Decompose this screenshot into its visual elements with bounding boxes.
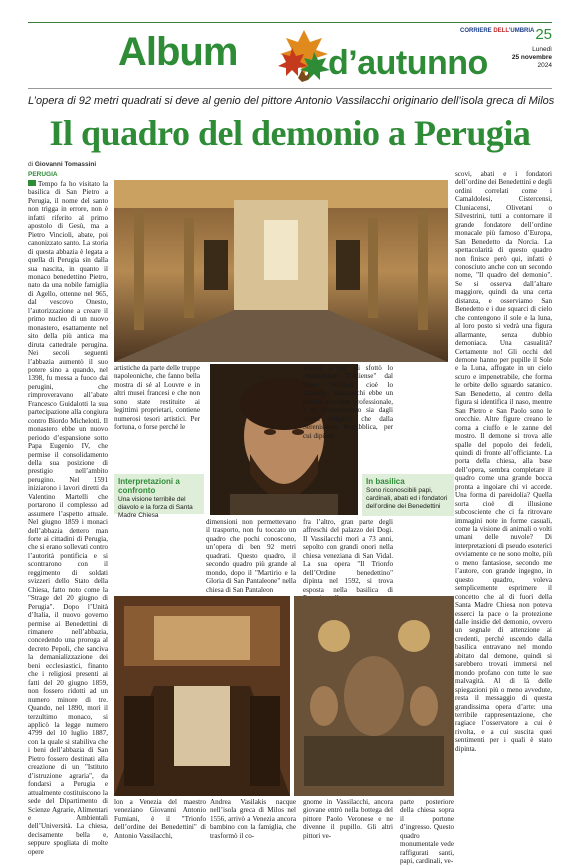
body-column-mid4: fra l’altro, gran parte degli affreschi del palazzo dei Dogi. Il Vassilacchi morì a 73 anni, sepolto con grandi onori nella chiesa veneziana di San Vidal. La sua opera "Il Trionfo dell’Ordine benedettino" dipinta nel 1592, si trova esposta nella basilica di [303, 518, 393, 594]
sidebar-box-basilica [362, 474, 454, 516]
dateline-section: PERUGIA [28, 171, 58, 178]
body-column-bottom-1: lon a Venezia del maestro veneziano Giovanni Antonio Fumiani, è il "Trionfo dell’ordine dei Benedettini" di Antonio Vassilacchi, [114, 798, 206, 840]
autumn-leaves-icon [274, 26, 334, 84]
box-subtitle: Una visione terribile del diavolo e la forza di Santa Madre Chiesa [118, 496, 193, 519]
issue-date: Lunedì 25 novembre 2024 [511, 46, 552, 69]
sidebar-box-interpretations [114, 474, 204, 519]
top-rule [28, 22, 552, 23]
section-title-album: Album [118, 30, 238, 74]
body-column-bottom-2: Andrea Vasilakis nacque nell’isola greca di Milos nel 1556, arrivò a Venezia ancora bambino con la famiglia, che trasformò il co- [210, 798, 296, 840]
paragraph-marker [28, 180, 36, 186]
header-rule [28, 88, 552, 89]
body-column-1: Tempo fa ho visitato la basilica di San Pietro a Perugia, il nome del santo non trigga in errore, non è infatti riferito al primo apostolo di Gesù, ma a Pietro Vincioli, abate, poi canonizzato santo. La storia di questa abbazia è legata a quella di Perugia sin dalla sua nascita, in quanto il monaco benedettino Pietro, nato da una nobile famiglia di Agello, ottenne nel 965, dal vescovo Onesto, l’autorizzazione a creare il primo nucleo di un nuovo monastero, esattamente nel sito della più antica ma diruta cattedrale perugina. Nei secoli seguenti l’abbazia aumentò il suo potere sino a quando, nel 1398, fu messa a fuoco dai perugini, che rimproveravano all’abate Francesco Guidalotti la sua partecipazione alla congiura contro Biordo Michelotti. Il monastero ebbe un nuovo periodo d’espansione sotto Papa Eugenio IV, che permise il consolidamento della sua posizione di prestigio nell’ambito perugino. Nel 1591 iniziarono i lavori diretti da Valentino Martelli che portarono il complesso ad assumere l’aspetto attuale. Nel giugno 1859 i monaci dell’abbazia dettero man forte ai cittadini di Perugia, che si erano sollevati contro l’autorità pontificia e si scontrarono con il reggimento di soldati svizzeri dello Stato della Chiesa, fatto noto come la "Strage del 20 giugno di Perugia". Dopo l’Unità d’Italia, il nuovo governo permise ai Benedettini di rimanere nell’abbazia, concedendo una proroga al decreto Pepoli, che sanciva la demanializzazione dei beni ecclesiastici, finanto che i religiosi presenti ai fatti del 20 giugno 1859, non fossero ridotti ad un numero minore di tre. Quando, nel 1890, morì il terzultimo monaco, si applicò la legge numero 4799 del 10 luglio 1887, con la quale si stabiliva che i beni dell’abbazia di San Pietro fossero destinati alla creazione di un "Istituto d’istruzione agraria", da fondarsi a Perugia e attualmente costituiscono la sede del Dipartimento di Scienze Agrarie, Alimentari e Ambientali dell’Università. La chiesa, decisamente bella e, seppure spogliata di molte opere [28, 180, 108, 856]
sacristy-photo [114, 596, 290, 796]
byline: di Giovanni Tomassini [28, 161, 97, 168]
body-column-3: dimensioni non permettevano il trasporto, non fu toccato un quadro che pochi conoscono, un’opera di ben 92 metri quadrati. Questo quadro, il secondo quadro più grande al mondo, dopo il "Martirio e la Gloria di San Pantaleone" nella chiesa di San Pantaleon [206, 518, 296, 594]
triumph-painting-photo [294, 596, 454, 796]
newspaper-logo: CORRIERE DELL’UMBRIA [460, 28, 535, 34]
body-column-bottom-3: gnome in Vassilacchi, ancora giovane entrò nella bottega del pittore Paolo Veronese e ne divenne il pupillo. Gli altri pittori ve- [303, 798, 393, 840]
box-title: Interpretazioni a confronto [118, 477, 180, 495]
box-title: In basilica [366, 477, 405, 486]
article-kicker: L’opera di 92 metri quadrati si deve al genio del pittore Antonio Vassilacchi originario dell’isola greca di Milos [28, 95, 555, 107]
section-title-autumn: d’autunno [328, 44, 488, 82]
article-headline: Il quadro del demonio a Perugia [49, 113, 531, 153]
page-number: 25 [535, 26, 552, 43]
body-column-right: scovi, abati e i fondatori dell’ordine dei Benedettini e degli ordini correlati come i Camaldolesi, Cistercensi, Cluniacensi, Olivetani o Silvestrini, tutti a contornare il grande fondatore dell’ordine monacale più famoso d’Europa, San Benedetto da Norcia. La spettacolarità di questo quadro non finisce però qui, infatti è conosciuto anche con un secondo nome, "Il quadro del demonio". Se si osserva dall’altare maggiore, quindi da una certa distanza, e osserviamo San Benedetto e i due squarci di cielo che contengono il sole e la luna, al loro posto si vedrà una figura allarmante, senza dubbio demoniaca. Una casualità? Certamente no! Gli occhi del demone hanno per pupille il Sole e la Luna, affogate in un cielo scuro e impenetrabile, che forma le orbite dello sguardo satanico. San Benedetto, al centro della figura si identifica il naso, mentre San Pietro e San Paolo sono le orecchie. Altre figure creano le corna a ciuffo e le zanne del mostro. Il demone si trova alle spalle del popolo dei fedeli, quindi di fronte all’officiante. La porta della chiesa, alla base dell’opera, sembra completare il quadro come una grande bocca pronta a ingoiare chi vi accede. Una forma di pareidolia? Quella sorta cioè di illusione subcosciente che ci fa ritrovare immagini note in forme casuali, come la visione di animali o volti umani delle nuvole? Di interpretazioni di pseudo esoterici ovviamente ce ne sono molte, più o meno fantasiose, secondo me l’autore, con grande ingegno, in questo quadro, voleva semplicemente esprimere il concetto che al di fuori della Santa Madre Chiesa non poteva esserci la pace o la protezione dalle insidie del demonio, ovvero un segnale di attenzione ai credenti, perché uscendo dalla basilica entravano nel mondo abitato dal demone, quindi si sarebbero trovati immersi nel mondo profano con tutte le sue malvagità. Al di là delle spiegazioni più o meno avvedute, resta il messaggio di questa grandissima opera d’arte: una terribile rappresentazione, che ragiace l’osservatore a cui è rivolta, e a cui suscita quei sentimenti per i quali è stato dipinta. [455, 170, 552, 753]
body-column-4: veziani a mo’ di sfottò lo chiamarono "l’Aliense" dal latino "Aliénus" cioè lo straniero. Vassilacchi ebbe un grande successo professionale, e fu richiestissimo sia dagli ordini religiosi, che dalla Serenissima Repubblica, per cui dipinse, [303, 364, 393, 440]
basilica-interior-photo [114, 180, 448, 362]
body-column-bottom-4: parte posteriore della chiesa sopra il portone d’ingresso. Questo quadro monumentale vede raffigurati santi, papi, cardinali, ve- [400, 798, 454, 866]
box-subtitle: Sono riconoscibili papi, cardinali, abati ed i fondatori dell’ordine dei Benedettini [366, 487, 448, 510]
page-header [28, 26, 552, 88]
body-column-2: artistiche da parte delle truppe napoleoniche, che fanno bella mostra di sé al Louvre e in altri musei francesi e che non sono state restituite ai legittimi proprietari, contiene numerosi tesori artistici. Per fortuna, o forse perché le [114, 364, 200, 432]
